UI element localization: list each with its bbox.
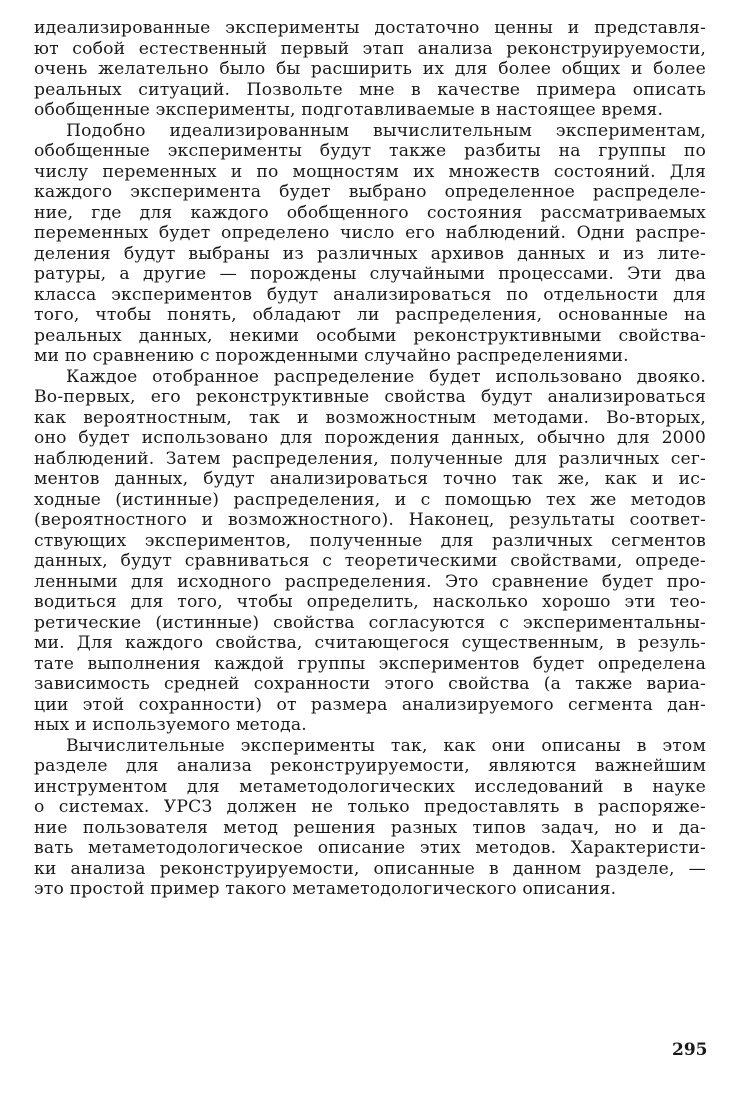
text-line: наблюдений. Затем распределения, полученные для различных сег- <box>34 448 706 469</box>
text-line: о системах. УРСЗ должен не только предоставлять в распоряже- <box>34 797 706 817</box>
text-line: ленными для исходного распределения. Это сравнение будет про- <box>34 571 706 592</box>
text-line: водиться для того, чтобы определить, насколько хорошо эти тео- <box>34 592 706 612</box>
text-line: очень желательно было бы расширить их для более общих и более <box>34 59 706 79</box>
text-line: ми по сравнению с порожденными случайно распределениями. <box>34 346 629 366</box>
text-line: оно будет использовано для порождения данных, обычно для 2000 <box>34 428 706 448</box>
text-line: ние, где для каждого обобщенного состояния рассматриваемых <box>34 202 706 223</box>
text-line: ют собой естественный первый этап анализа реконструируемости, <box>34 38 706 59</box>
text-line: каждого эксперимента будет выбрано определенное распределе- <box>34 182 706 202</box>
text-line: ствующих экспериментов, полученные для различных сегментов <box>34 530 706 551</box>
text-line: инструментом для метаметодологических исследований в науке <box>34 776 706 797</box>
text-line: ние пользователя метод решения разных типов задач, но и да- <box>34 817 706 838</box>
text-line: Каждое отобранное распределение будет использовано двояко. <box>66 366 706 387</box>
text-line: Вычислительные эксперименты так, как они описаны в этом <box>66 735 706 756</box>
text-line: ратуры, а другие — порождены случайными процессами. Эти два <box>34 264 706 284</box>
text-line: ных и используемого метода. <box>34 715 307 735</box>
text-line: ретические (истинные) свойства согласуются с экспериментальны- <box>34 612 706 633</box>
text-line: реальных ситуаций. Позвольте мне в качестве примера описать <box>34 79 706 100</box>
text-line: Во-первых, его реконструктивные свойства будут анализироваться <box>34 387 706 407</box>
paragraph-4 <box>34 736 706 900</box>
page-body <box>34 18 706 900</box>
text-line: Подобно идеализированным вычислительным экспериментам, <box>66 120 706 141</box>
text-line: идеализированные эксперименты достаточно ценны и представля- <box>34 18 706 38</box>
text-line: класса экспериментов будут анализироваться по отдельности для <box>34 284 706 305</box>
text-line: числу переменных и по мощностям их множеств состояний. Для <box>34 161 706 182</box>
text-line: переменных будет определено число его наблюдений. Одни распре- <box>34 223 706 243</box>
text-line: это простой пример такого метаметодологического описания. <box>34 879 617 899</box>
text-line: ции этой сохранности) от размера анализируемого сегмента дан- <box>34 694 706 715</box>
text-line: ки анализа реконструируемости, описанные в данном разделе, — <box>34 858 706 879</box>
text-line: обобщенные эксперименты будут также разбиты на группы по <box>34 141 706 161</box>
text-line: зависимость средней сохранности этого свойства (а также вариа- <box>34 674 706 694</box>
text-line: как вероятностным, так и возможностным методами. Во-вторых, <box>34 407 706 428</box>
text-line: (вероятностного и возможностного). Наконец, результаты соответ- <box>34 510 706 530</box>
paragraph-2 <box>34 121 706 367</box>
text-line: данных, будут сравниваться с теоретическими свойствами, опреде- <box>34 551 706 571</box>
text-line: того, чтобы понять, обладают ли распределения, основанные на <box>34 305 706 325</box>
text-line: деления будут выбраны из различных архивов данных и из лите- <box>34 243 706 264</box>
text-line: вать метаметодологическое описание этих методов. Характеристи- <box>34 838 706 858</box>
paragraph-3 <box>34 367 706 736</box>
text-line: ментов данных, будут анализироваться точно так же, как и ис- <box>34 469 706 489</box>
text-line: обобщенные эксперименты, подготавливаемые в настоящее время. <box>34 100 664 120</box>
text-line: разделе для анализа реконструируемости, являются важнейшим <box>34 756 706 776</box>
paragraph-1 <box>34 18 706 121</box>
text-line: тате выполнения каждой группы экспериментов будет определена <box>34 653 706 674</box>
text-line: ходные (истинные) распределения, и с помощью тех же методов <box>34 489 706 510</box>
text-line: реальных данных, некими особыми реконструктивными свойства- <box>34 325 706 346</box>
page-number: 295 <box>672 1040 708 1060</box>
text-line: ми. Для каждого свойства, считающегося существенным, в резуль- <box>34 633 706 653</box>
